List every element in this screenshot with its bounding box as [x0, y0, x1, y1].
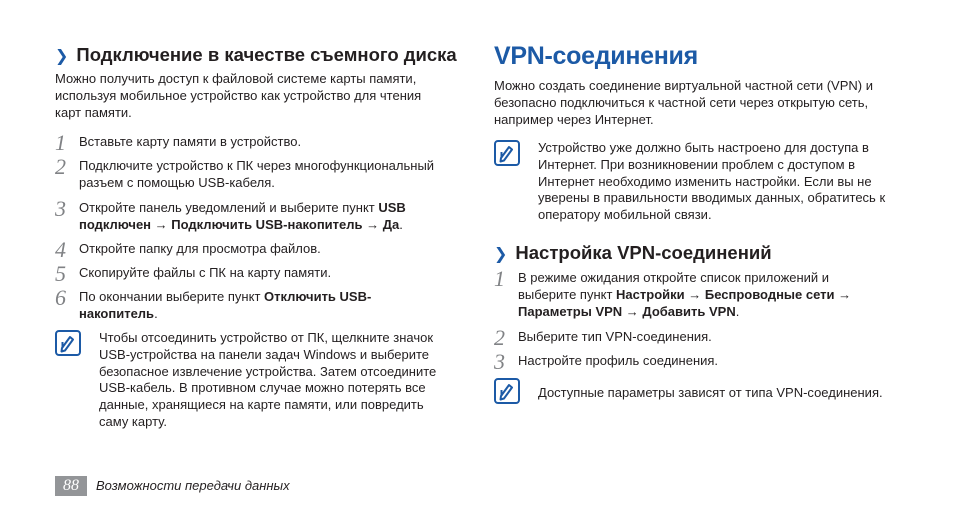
page-number: 88	[55, 476, 87, 496]
page-title: VPN-соединения	[494, 42, 698, 70]
menu-yes: Да	[382, 216, 400, 232]
note-pencil-icon	[55, 330, 81, 356]
step-number: 1	[494, 266, 505, 291]
menu-wireless-networks: Беспроводные сети	[704, 286, 835, 302]
note-pencil-icon	[494, 140, 520, 166]
menu-add-vpn: Добавить VPN	[642, 303, 736, 319]
menu-disconnect-usb-storage: Отключить USB-накопитель	[79, 289, 372, 321]
step-number: 4	[55, 237, 66, 262]
step-number: 3	[494, 349, 505, 374]
chapter-title: Возможности передачи данных	[96, 478, 290, 493]
step-number: 1	[55, 130, 66, 155]
section-heading-removable-disk: ❯ Подключение в качестве съемного диска	[55, 44, 457, 65]
intro-paragraph: Можно создать соединение виртуальной частной сети (VPN) и безопасно подключиться к частной сети через открытую сеть, например через Интернет.	[494, 78, 873, 127]
chevron-right-icon: ❯	[55, 48, 69, 65]
menu-settings: Настройки	[616, 286, 685, 302]
step-number: 2	[55, 154, 66, 179]
menu-vpn-settings: Параметры VPN	[518, 303, 623, 319]
section-heading-vpn-setup: ❯ Настройка VPN-соединений	[494, 242, 772, 263]
step-number: 6	[55, 285, 66, 310]
menu-usb-connected: USB подключен	[79, 200, 406, 232]
step-number: 5	[55, 261, 66, 286]
menu-connect-usb-storage: Подключить USB-накопитель	[171, 216, 363, 232]
note-text: Чтобы отсоединить устройство от ПК, щелкните значок USB-устройства на панели задач Windows и выберите безопасное извлечение устройства. Затем отсоедините USB-кабель. В противном случае можно потерять все данные, хранящиеся на карте памяти, или повредить саму карту.	[99, 330, 437, 429]
note-pencil-icon	[494, 378, 520, 404]
intro-paragraph: Можно получить доступ к файловой системе карты памяти, используя мобильное устройство как устройство для чтения карт памяти.	[55, 71, 422, 120]
step-number: 3	[55, 196, 66, 221]
note-text: Доступные параметры зависят от типа VPN-соединения.	[538, 385, 883, 400]
note-text: Устройство уже должно быть настроено для доступа в Интернет. При возникновении проблем с доступом в Интернет необходимо изменить настройки. Если вы не уверены в правильности вводимых данных, обратитесь к оператору мобильной связи.	[538, 140, 886, 223]
chevron-right-icon: ❯	[494, 246, 508, 263]
step-number: 2	[494, 325, 505, 350]
